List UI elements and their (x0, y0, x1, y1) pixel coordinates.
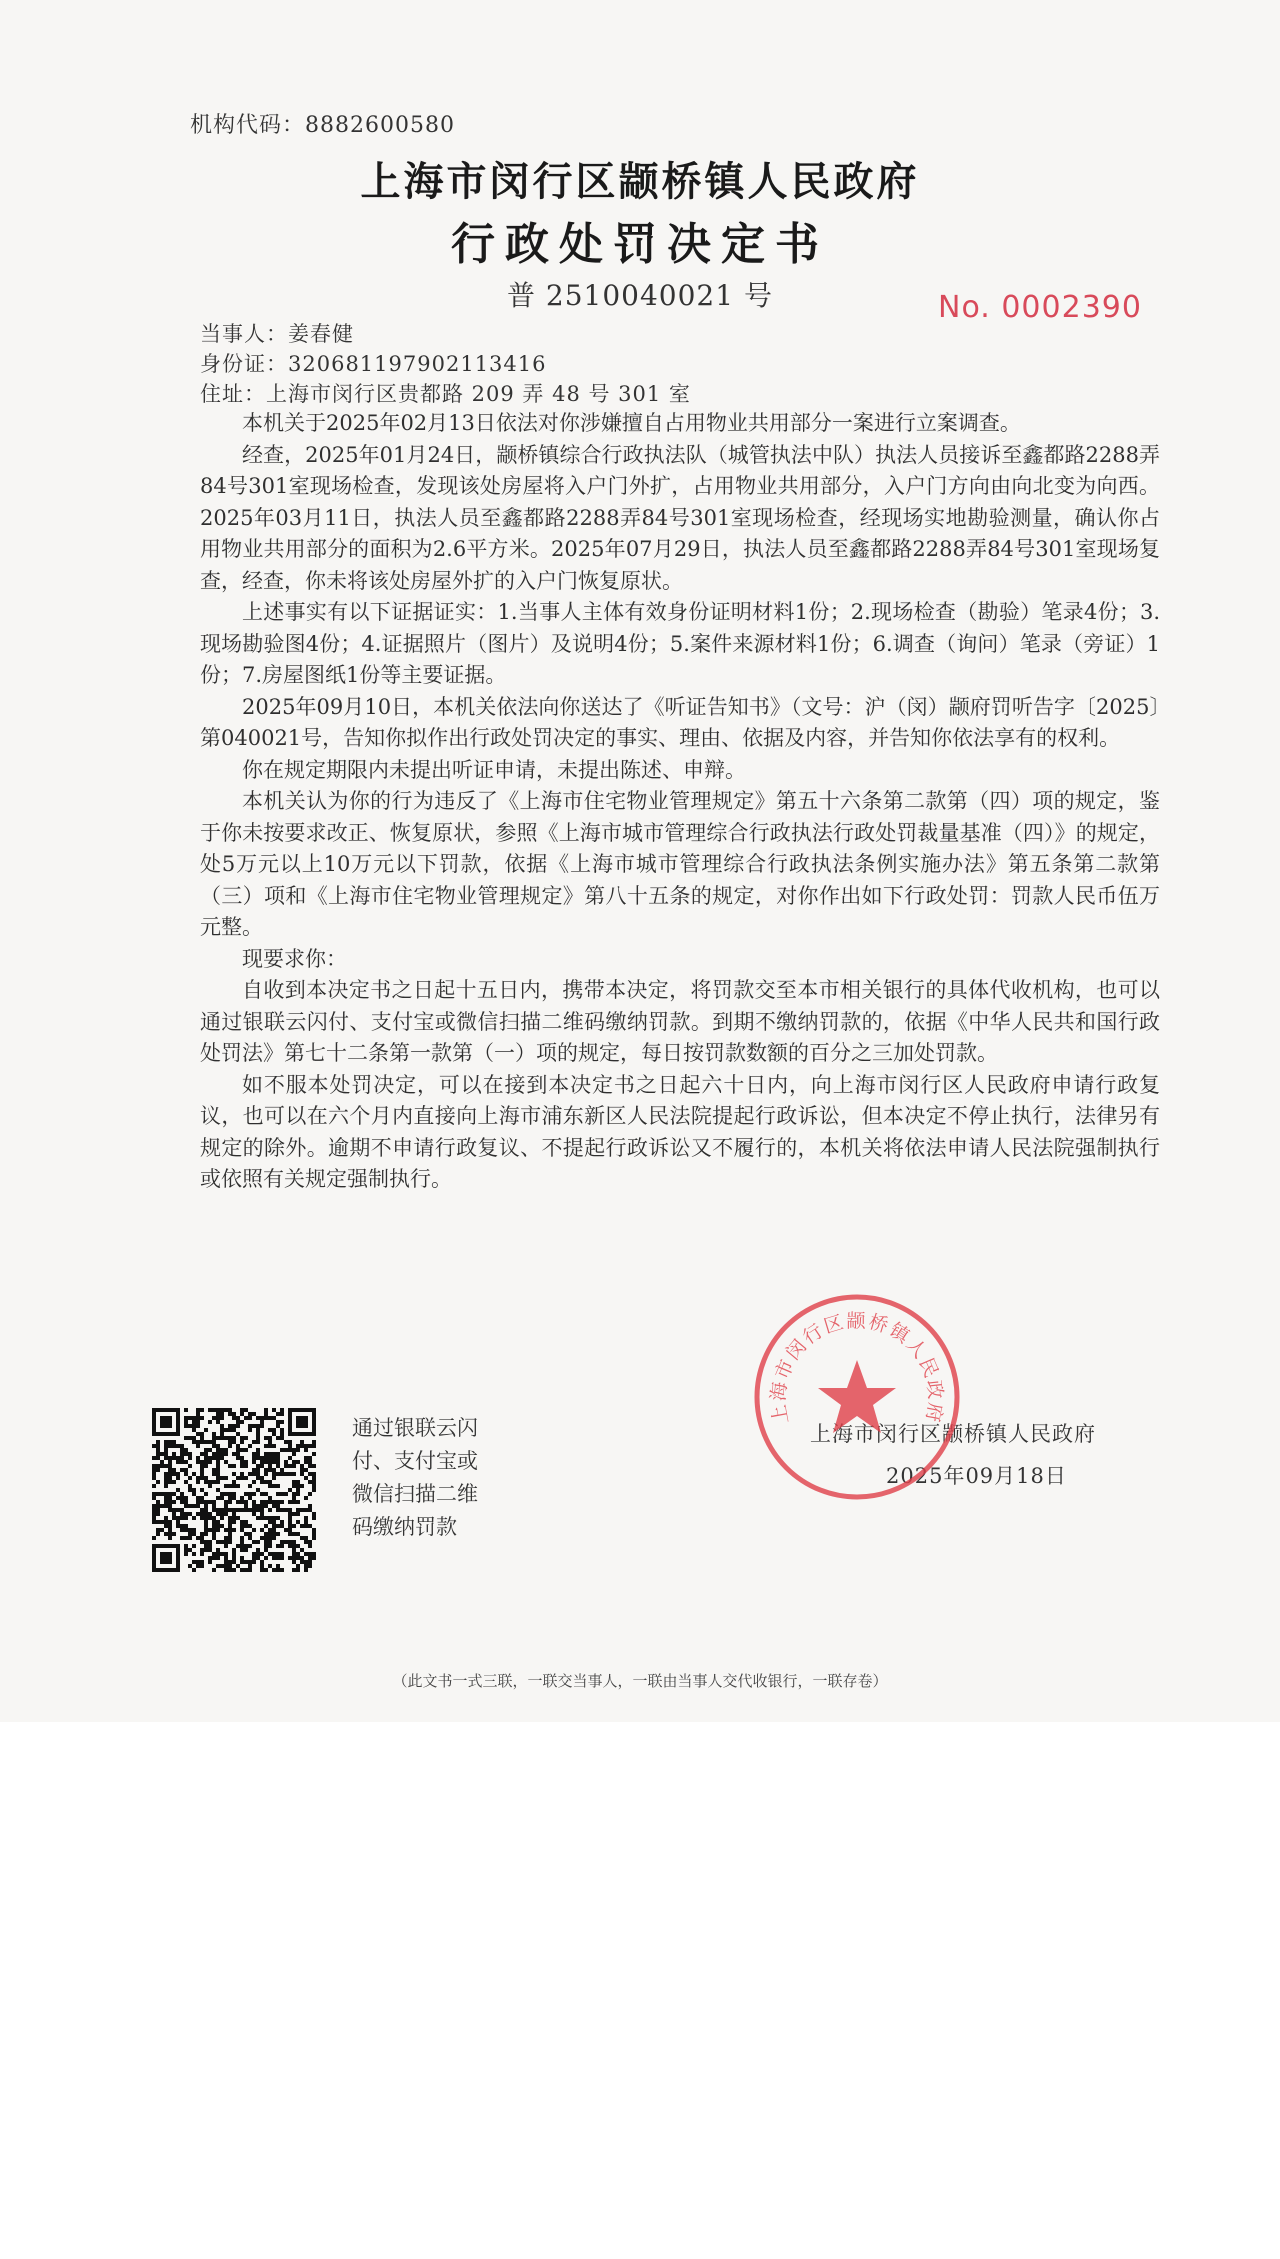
paragraph-evidence: 上述事实有以下证据证实：1.当事人主体有效身份证明材料1份；2.现场检查（勘验）笔录4份；3.现场勘验图4份；4.证据照片（图片）及说明4份；5.案件来源材料1份；6.调查（询问）笔录（旁证）1份；7.房屋图纸1份等主要证据。 (200, 600, 1160, 687)
paragraph-appeal: 如不服本处罚决定，可以在接到本决定书之日起六十日内，向上海市闵行区人民政府申请行政复议，也可以在六个月内直接向上海市浦东新区人民法院提起行政诉讼，但本决定不停止执行，法律另有规定的除外。逾期不申请行政复议、不提起行政诉讼又不履行的，本机关将依法申请人民法院强制执行或依照有关规定强制执行。 (200, 1072, 1160, 1191)
paragraph-no-hearing: 你在规定期限内未提出听证申请，未提出陈述、申辩。 (242, 757, 746, 782)
footer-note: （此文书一式三联，一联交当事人，一联由当事人交代收银行，一联存卷） (392, 1672, 888, 1690)
org-code: 机构代码：8882600580 (190, 113, 455, 138)
issuing-authority: 上海市闵行区颛桥镇人民政府 (810, 1422, 1096, 1446)
document-number: 普 2510040021 号 (507, 279, 773, 312)
party-address: 住址：上海市闵行区贵都路 209 弄 48 号 301 室 (200, 382, 691, 406)
decision-body (200, 408, 1160, 1196)
document-title: 行政处罚决定书 (451, 219, 829, 270)
paragraph-requirement-heading: 现要求你： (242, 946, 347, 971)
paragraph-investigation: 经查，2025年01月24日，颛桥镇综合行政执法队（城管执法中队）执法人员接诉至鑫都路2288弄84号301室现场检查，发现该处房屋将入户门外扩，占用物业共用部分，入户门方向由向北变为向西。2025年03月11日，执法人员至鑫都路2288弄84号301室现场检查，经现场实地勘验测量，确认你占用物业共用部分的面积为2.6平方米。2025年07月29日，执法人员至鑫都路2288弄84号301室现场复查，经查，你未将该处房屋外扩的入户门恢复原状。 (200, 442, 1160, 593)
paragraph-case-filing: 本机关于2025年02月13日依法对你涉嫌擅自占用物业共用部分一案进行立案调查。 (242, 411, 1021, 435)
issue-date: 2025年09月18日 (886, 1464, 1067, 1488)
party-id: 身份证：320681197902113416 (200, 352, 547, 376)
payment-instruction: 通过银联云闪付、支付宝或微信扫描二维码缴纳罚款 (352, 1416, 478, 1539)
paragraph-penalty: 本机关认为你的行为违反了《上海市住宅物业管理规定》第五十六条第二款第（四）项的规定，鉴于你未按要求改正、恢复原状，参照《上海市城市管理综合行政执法行政处罚裁量基准（四）》的规定，处5万元以上10万元以下罚款，依据《上海市城市管理综合行政执法条例实施办法》第五条第二款第（三）项和《上海市住宅物业管理规定》第八十五条的规定，对你作出如下行政处罚：罚款人民币伍万元整。 (200, 789, 1160, 939)
government-title: 上海市闵行区颛桥镇人民政府 (360, 158, 920, 205)
payment-qr-code[interactable] (152, 1408, 316, 1572)
official-seal (752, 1292, 962, 1502)
serial-number: No. 0002390 (938, 290, 1142, 325)
svg-text:上海市闵行区颛桥镇人民政府: 上海市闵行区颛桥镇人民政府 (767, 1310, 947, 1426)
party-name: 当事人：姜春健 (200, 322, 354, 346)
paragraph-payment: 自收到本决定书之日起十五日内，携带本决定，将罚款交至本市相关银行的具体代收机构，也可以通过银联云闪付、支付宝或微信扫描二维码缴纳罚款。到期不缴纳罚款的，依据《中华人民共和国行政处罚法》第七十二条第一款第（一）项的规定，每日按罚款数额的百分之三加处罚款。 (200, 978, 1160, 1065)
paragraph-hearing-notice: 2025年09月10日，本机关依法向你送达了《听证告知书》（文号：沪（闵）颛府罚听告字〔2025〕第040021号，告知你拟作出行政处罚决定的事实、理由、依据及内容，并告知你依法享有的权利。 (200, 694, 1160, 750)
